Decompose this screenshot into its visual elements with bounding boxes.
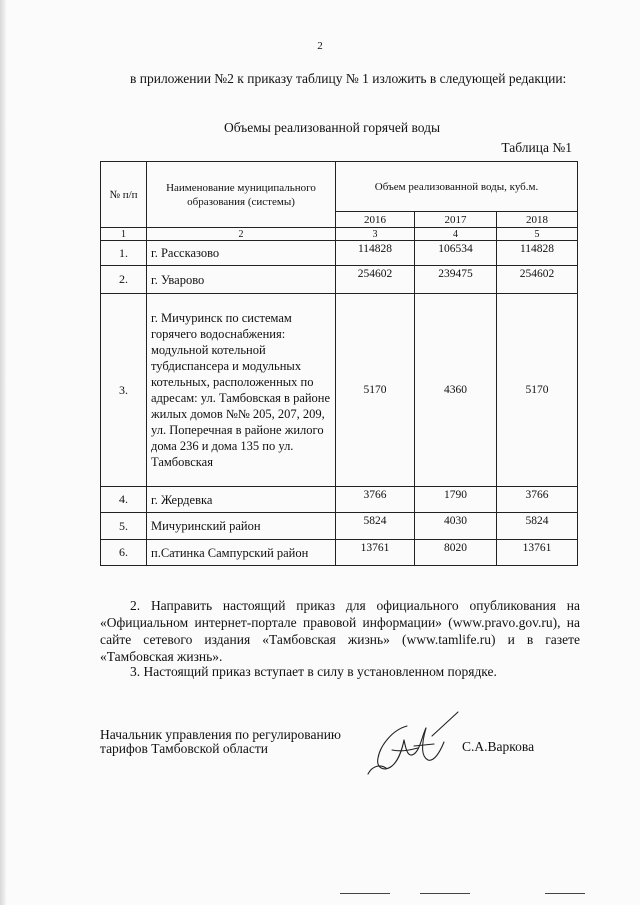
row-num: 1.: [101, 241, 147, 266]
table-row: [101, 294, 578, 487]
value-2017: 4360: [415, 294, 497, 487]
volumes-table: [100, 161, 578, 566]
header-name: Наименование муниципального образования (системы): [147, 162, 336, 228]
value-2018: 114828: [497, 241, 578, 266]
intro-paragraph: в приложении №2 к приказу таблицу № 1 изложить в следующей редакции:: [130, 71, 567, 86]
table-row: [101, 487, 578, 513]
table-label: Таблица №1: [501, 140, 572, 155]
index-cell: 5: [497, 228, 578, 241]
row-name: г. Мичуринск по системам горячего водоснабжения: модульной котельной тубдиспансера и модульных котельных, расположенных по адресам: ул. Тамбовская в районе жилых домов №№ 205, 207, 209, ул. Поперечная в районе жилого дома 236 и дома 135 по ул. Тамбовская: [147, 294, 336, 487]
index-cell: 1: [101, 228, 147, 241]
row-name: Мичуринский район: [147, 513, 336, 540]
footer-rule: [545, 893, 585, 894]
paragraph-3: 3. Настоящий приказ вступает в силу в установленном порядке.: [130, 664, 497, 679]
row-name: г. Рассказово: [147, 241, 336, 266]
value-2016: 5824: [336, 513, 415, 540]
signatory-title-line2: тарифов Тамбовской области: [100, 741, 268, 756]
index-cell: 4: [415, 228, 497, 241]
row-num: 6.: [101, 540, 147, 566]
signatory-title-line1: Начальник управления по регулированию: [100, 727, 342, 742]
value-2017: 1790: [415, 487, 497, 513]
header-num: № п/п: [101, 162, 147, 228]
year-2018: 2018: [497, 212, 578, 228]
index-cell: 2: [147, 228, 336, 241]
table-header-row: [101, 162, 578, 212]
year-2016: 2016: [336, 212, 415, 228]
signatory-title: [100, 728, 341, 756]
value-2018: 5824: [497, 513, 578, 540]
row-name: п.Сатинка Сампурский район: [147, 540, 336, 566]
row-name: г. Жердевка: [147, 487, 336, 513]
table-index-row: [101, 228, 578, 241]
row-num: 3.: [101, 294, 147, 487]
value-2018: 5170: [497, 294, 578, 487]
signatory-name: С.А.Варкова: [462, 739, 535, 754]
value-2017: 8020: [415, 540, 497, 566]
handwritten-signature: [362, 706, 462, 782]
value-2016: 114828: [336, 241, 415, 266]
row-name: г. Уварово: [147, 266, 336, 294]
table-row: [101, 266, 578, 294]
row-num: 2.: [101, 266, 147, 294]
value-2017: 239475: [415, 266, 497, 294]
row-num: 5.: [101, 513, 147, 540]
value-2016: 5170: [336, 294, 415, 487]
footer-rule: [340, 893, 390, 894]
footer-rule: [420, 893, 470, 894]
paragraph-2: 2. Направить настоящий приказ для официального опубликования на «Официальном интернет-портале правовой информации» (www.pravo.gov.ru), на сайте сетевого издания «Тамбовская жизнь» (www.tamlife.ru) и в газете «Тамбовская жизнь».: [100, 598, 580, 664]
value-2016: 3766: [336, 487, 415, 513]
page-number: 2: [317, 40, 323, 52]
table-title: Объемы реализованной горячей воды: [223, 120, 441, 135]
value-2018: 13761: [497, 540, 578, 566]
value-2016: 254602: [336, 266, 415, 294]
row-num: 4.: [101, 487, 147, 513]
value-2018: 254602: [497, 266, 578, 294]
value-2017: 106534: [415, 241, 497, 266]
value-2018: 3766: [497, 487, 578, 513]
value-2017: 4030: [415, 513, 497, 540]
year-2017: 2017: [415, 212, 497, 228]
value-2016: 13761: [336, 540, 415, 566]
table-row: [101, 540, 578, 566]
header-volume: Объем реализованной воды, куб.м.: [336, 162, 578, 212]
table-row: [101, 513, 578, 540]
index-cell: 3: [336, 228, 415, 241]
table-row: [101, 241, 578, 266]
